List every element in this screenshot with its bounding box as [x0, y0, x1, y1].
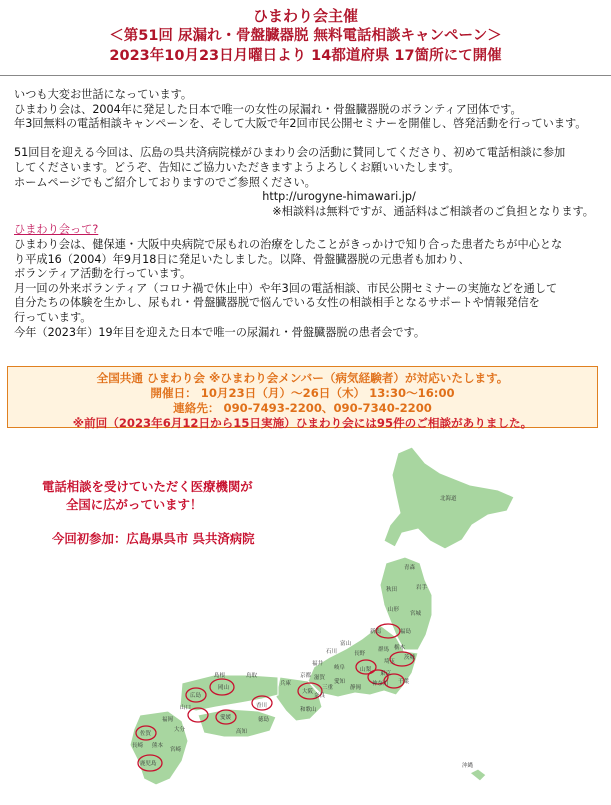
label-kumamoto: 熊本: [152, 743, 164, 749]
label-kanagawa: 神奈川: [372, 681, 389, 687]
intro-line: ひまわり会は、2004年に発足した日本で唯一の女性の尿漏れ・骨盤臓器脱のボランティア団体です。: [14, 102, 522, 116]
label-fukui: 福井: [312, 661, 324, 667]
fee-note: ※相談料は無料ですが、通話料はご相談者のご負担となります。: [272, 204, 594, 218]
label-kyoto: 京都: [300, 673, 312, 679]
callout-new-participant: 今回初参加：広島県呉市 呉共済病院: [52, 531, 255, 546]
label-wakayama: 和歌山: [300, 707, 317, 713]
label-iwate: 岩手: [416, 585, 428, 591]
label-tokyo: 東京: [380, 671, 392, 677]
notice-dates: 開催日： 10月23日（月）～26日（木） 13:30～16:00: [150, 386, 455, 400]
about-line: 行っています。: [14, 310, 92, 324]
label-niigata: 新潟: [370, 629, 382, 635]
label-yamaguchi: 山口: [180, 705, 192, 711]
label-nagasaki: 長崎: [132, 743, 144, 749]
label-kochi: 高知: [236, 729, 248, 735]
label-shizuoka: 静岡: [350, 685, 362, 691]
intro-line: 年3回無料の電話相談キャンペーンを、そして大阪で年2回市民公開セミナーを開催し、啓発活動を行っています。: [14, 117, 587, 131]
notice-line-1: 全国共通 ひまわり会 ※ひまわり会メンバー（病気経験者）が対応いたします。: [96, 371, 509, 385]
callout-line-2: 全国に広がっています！: [66, 497, 203, 512]
label-osaka: 大阪: [302, 689, 314, 695]
about-line: 今年（2023年）19年目を迎えた日本で唯一の尿漏れ・骨盤臓器脱の患者会です。: [14, 325, 426, 339]
label-nara: 奈良: [314, 693, 326, 699]
about-title: ひまわり会って?: [14, 223, 99, 237]
about-line: 自分たちの体験を生かし、尿もれ・骨盤臓器脱で悩んでいる女性の相談相手となるサポートや情報発信を: [14, 296, 540, 310]
label-oita: 大分: [174, 727, 186, 733]
label-kagoshima: 鹿児島: [140, 761, 157, 767]
label-tottori: 鳥取: [246, 673, 258, 679]
homepage-link[interactable]: http://urogyne-himawari.jp/: [262, 190, 416, 204]
label-aomori: 青森: [404, 565, 416, 571]
map-callout: [40, 478, 255, 548]
label-nagano: 長野: [354, 651, 366, 657]
label-aichi: 愛知: [334, 679, 346, 685]
label-yamagata: 山形: [388, 607, 400, 613]
label-gunma: 群馬: [378, 647, 390, 653]
campaign-date: 2023年10月23日月曜日より 14都道府県 17箇所にて開催: [109, 48, 502, 64]
label-fukushima: 福島: [400, 629, 412, 635]
callout-line-1: 電話相談を受けていただく医療機関が: [42, 479, 253, 494]
okinawa-shape: [470, 769, 486, 781]
page-header: [0, 6, 611, 66]
para2-line: ホームページでもご紹介しておりますのでご参照ください。: [14, 175, 316, 189]
header-divider: [0, 75, 611, 76]
about-line: 月一回の外来ボランティア（コロナ禍で休止中）や年3回の電話相談、市民公開セミナーの実施などを通して: [14, 281, 558, 295]
label-okayama: 岡山: [218, 685, 230, 691]
label-gifu: 岐阜: [334, 665, 346, 671]
label-mie: 三重: [322, 685, 334, 691]
label-toyama: 富山: [340, 641, 352, 647]
notice-box: [7, 366, 598, 428]
label-ishikawa: 石川: [326, 649, 338, 655]
label-ibaraki: 茨城: [404, 655, 416, 661]
para2-line: 51回目を迎える今回は、広島の呉共済病院様がひまわり会の活動に賛同してくださり、初めて電話相談に参加: [14, 146, 566, 160]
label-tokushima: 徳島: [258, 717, 270, 723]
about-line: り平成16（2004）年9月18日に発足いたしました。以降、骨盤臓器脱の元患者も加わり、: [14, 252, 470, 266]
about-line: ボランティア活動を行っています。: [14, 267, 192, 281]
organizer-title: ひまわり会主催: [252, 7, 358, 25]
label-tochigi: 栃木: [394, 645, 406, 651]
para2-line: してくださいます。どうぞ、告知にご協力いただきますようよろしくお願いいたします。: [14, 160, 460, 174]
label-hyogo: 兵庫: [280, 681, 292, 687]
label-saga: 佐賀: [140, 731, 152, 737]
label-chiba: 千葉: [398, 679, 410, 685]
intro-line: いつも大変お世話になっています。: [14, 88, 193, 101]
label-akita: 秋田: [386, 587, 398, 593]
label-okinawa: 沖縄: [462, 763, 474, 769]
label-saitama: 埼玉: [384, 659, 396, 665]
label-kagawa: 香川: [256, 703, 268, 709]
notice-previous: ※前回（2023年6月12日から15日実施）ひまわり会には95件のご相談がありました。: [72, 416, 533, 430]
body-text: [14, 88, 604, 340]
campaign-title: ＜第51回 尿漏れ・骨盤臓器脱 無料電話相談キャンペーン＞: [109, 28, 502, 44]
label-hokkaido: 北海道: [440, 496, 457, 502]
label-miyagi: 宮城: [410, 611, 422, 617]
label-miyazaki: 宮崎: [170, 747, 182, 753]
about-line: ひまわり会は、健保連・大阪中央病院で尿もれの治療をしたことがきっかけで知り合った患者たちが中心とな: [14, 237, 563, 251]
label-ehime: 愛媛: [220, 715, 232, 721]
label-shimane: 島根: [214, 673, 226, 679]
label-shiga: 滋賀: [314, 675, 326, 681]
label-hiroshima: 広島: [190, 693, 202, 699]
notice-phone: 連絡先： 090-7493-2200、090-7340-2200: [173, 401, 432, 415]
label-fukuoka: 福岡: [162, 717, 174, 723]
label-yamanashi: 山梨: [360, 667, 372, 673]
